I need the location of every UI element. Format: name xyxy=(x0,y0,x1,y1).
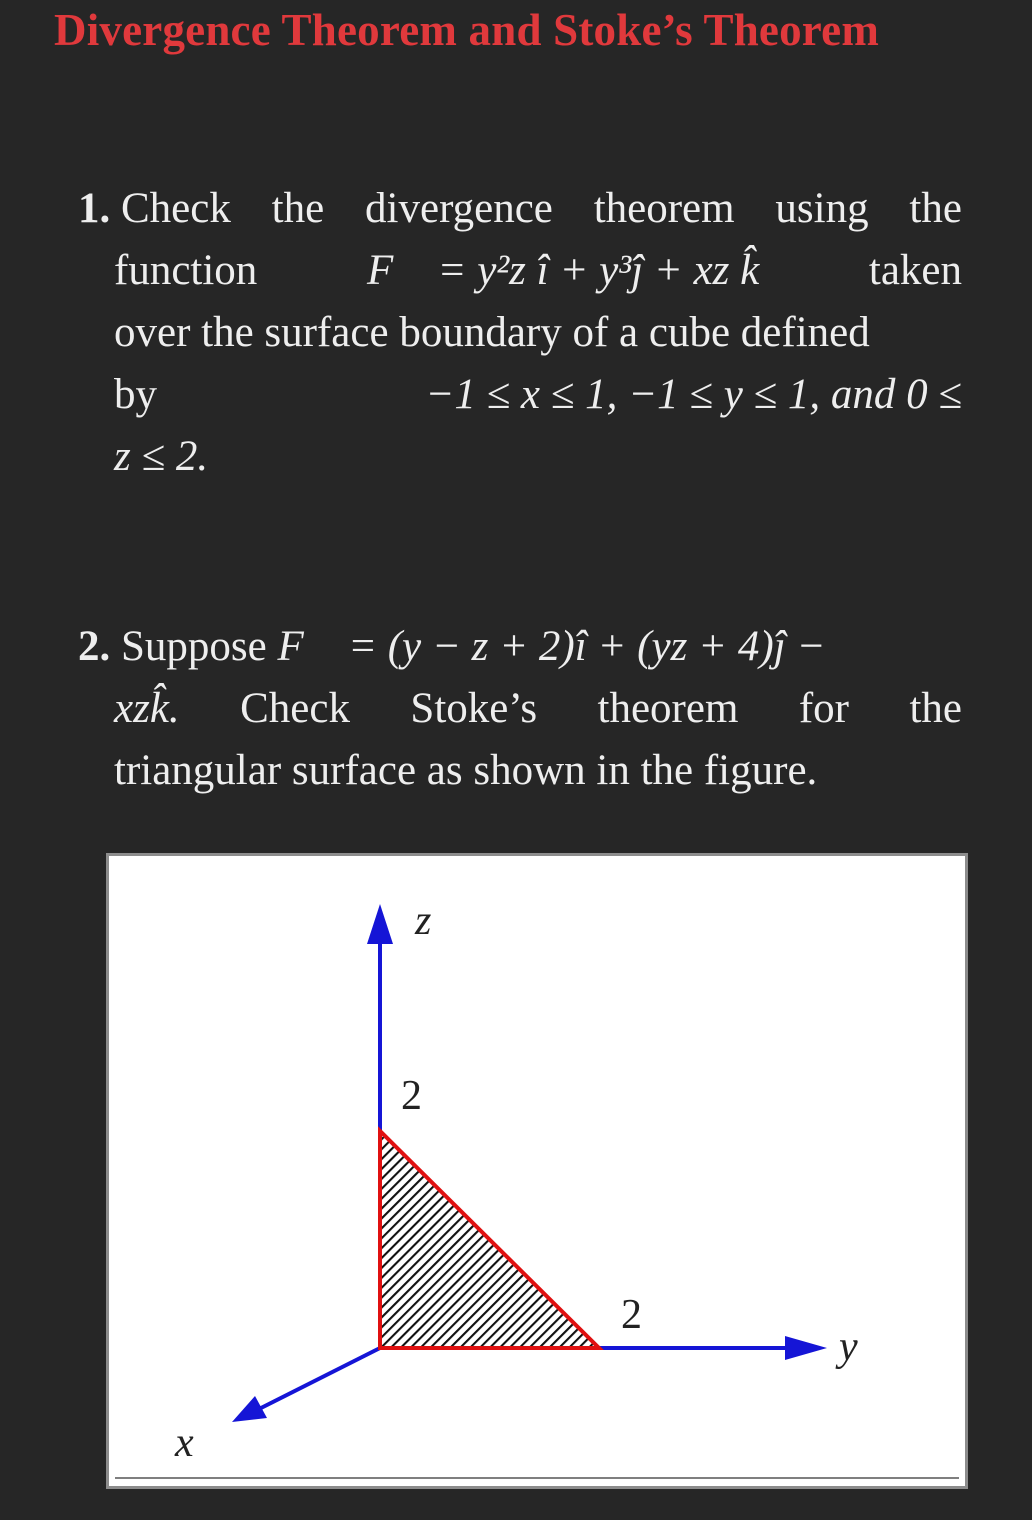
problem-2-line-3 xyxy=(78,740,962,802)
word: divergence xyxy=(365,185,553,232)
problem-2-line-2 xyxy=(78,678,962,740)
word: taken xyxy=(868,247,962,294)
word: by xyxy=(114,371,157,418)
problem-2-line-1 xyxy=(78,616,962,678)
sentence: over the surface boundary of a cube defined xyxy=(114,309,870,356)
word: the xyxy=(909,685,962,732)
y-intercept-label: 2 xyxy=(621,1292,642,1338)
word: theorem xyxy=(593,185,735,232)
z-intercept-label: 2 xyxy=(401,1073,422,1119)
word: the xyxy=(909,185,962,232)
vector-field-equation-1: F⃗ = y²z î + y³ĵ + xz k̂ xyxy=(366,247,760,294)
triangular-surface xyxy=(380,1131,599,1348)
problem-1 xyxy=(78,178,962,488)
problem-2 xyxy=(78,616,962,802)
z-axis-arrowhead xyxy=(367,904,393,944)
problem-2-number: 2. xyxy=(78,623,111,670)
problem-1-number: 1. xyxy=(78,185,111,232)
equation-continuation: xzk̂. xyxy=(114,685,180,732)
sentence: triangular surface as shown in the figure. xyxy=(114,747,818,794)
problem-1-line-5 xyxy=(78,426,962,488)
word: Check xyxy=(121,185,231,232)
triangle-figure xyxy=(106,853,968,1489)
problem-1-line-3 xyxy=(78,302,962,364)
word: for xyxy=(798,685,849,732)
y-axis-label: y xyxy=(839,1324,858,1370)
word: Check xyxy=(240,685,350,732)
x-axis-arrowhead xyxy=(232,1396,267,1422)
problem-1-line-1 xyxy=(78,178,962,240)
vector-field-equation-2: F⃗ = (y − z + 2)î + (yz + 4)ĵ − xyxy=(277,623,826,670)
z-axis-label: z xyxy=(415,898,432,944)
word: Suppose xyxy=(121,623,267,670)
figure-canvas xyxy=(109,856,965,1486)
cube-bounds-z: z ≤ 2. xyxy=(114,433,209,480)
problem-1-line-2 xyxy=(78,240,962,302)
x-axis xyxy=(261,1348,380,1408)
problem-1-line-4 xyxy=(78,364,962,426)
cube-bounds: −1 ≤ x ≤ 1, −1 ≤ y ≤ 1, and 0 ≤ xyxy=(425,371,962,418)
word: Stoke’s xyxy=(410,685,538,732)
y-axis-arrowhead xyxy=(785,1336,827,1360)
word: function xyxy=(114,247,258,294)
page-title: Divergence Theorem and Stoke’s Theorem xyxy=(54,5,880,55)
word: the xyxy=(271,185,325,232)
word: using xyxy=(775,185,869,232)
x-axis-label: x xyxy=(175,1420,194,1466)
word: theorem xyxy=(597,685,739,732)
